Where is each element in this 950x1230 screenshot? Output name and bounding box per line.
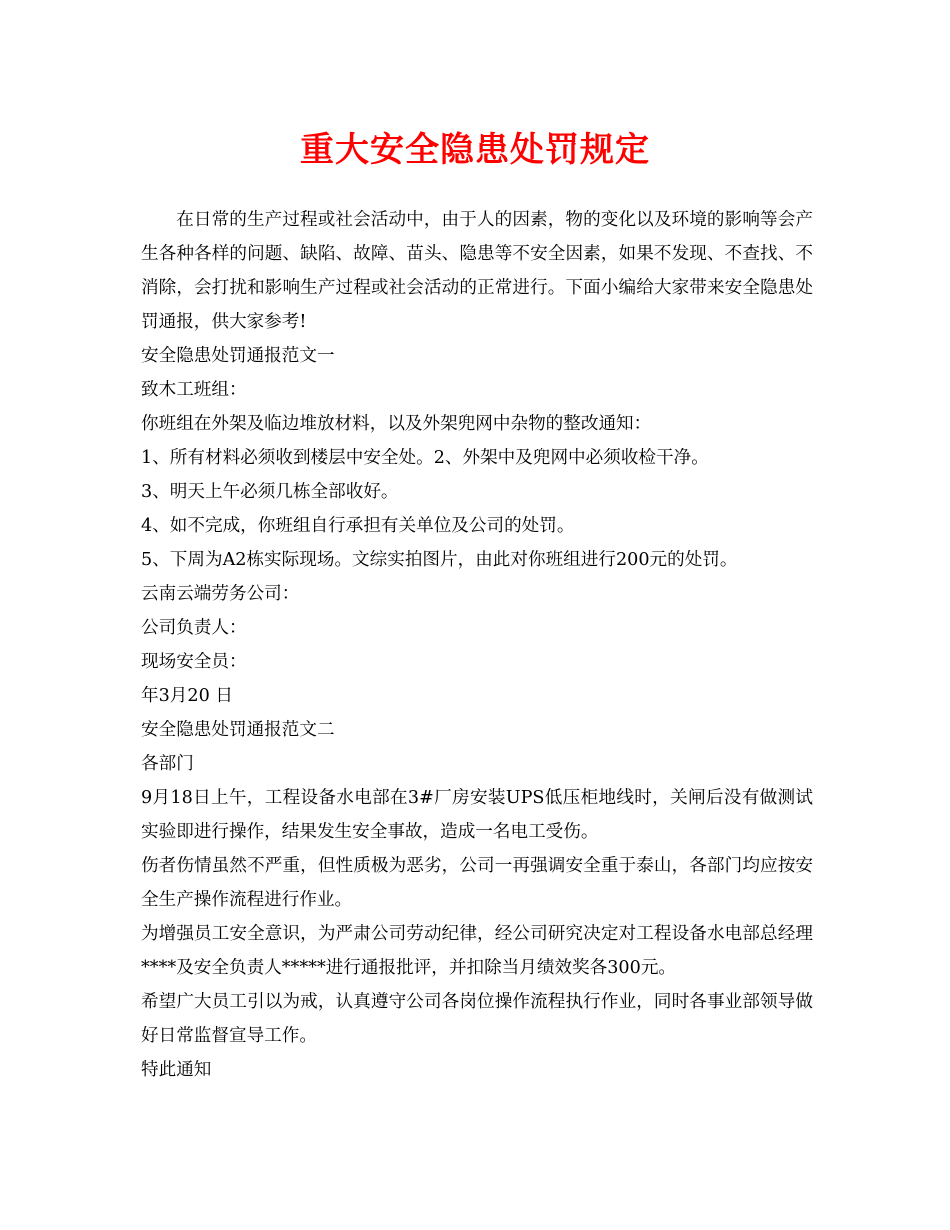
paragraph: 年3月20 日 [141,686,233,706]
paragraph: 9月18日上午，工程设备水电部在3#厂房安装UPS低压柜地线时，关闸后没有做测试实验即进行操作，结果发生安全事故，造成一名电工受伤。 [141,788,813,842]
paragraph: 你班组在外架及临边堆放材料，以及外架兜网中杂物的整改通知： [141,414,652,434]
paragraph: 各部门 [141,754,194,774]
paragraph: 3、明天上午必须几栋全部收好。 [141,482,399,502]
paragraph: 云南云端劳务公司： [141,584,300,604]
paragraph: 特此通知 [141,1060,212,1080]
paragraph: 公司负责人： [141,618,247,638]
paragraph: 4、如不完成，你班组自行承担有关单位及公司的处罚。 [141,516,575,536]
paragraph: 在日常的生产过程或社会活动中，由于人的因素，物的变化以及环境的影响等会产生各种各样的问题、缺陷、故障、苗头、隐患等不安全因素，如果不发现、不查找、不消除，会打扰和影响生产过程或社会活动的正常进行。下面小编给大家带来安全隐患处罚通报，供大家参考! [141,210,813,332]
paragraph: 为增强员工安全意识，为严肃公司劳动纪律，经公司研究决定对工程设备水电部总经理****及安全负责人*****进行通报批评，并扣除当月绩效奖各300元。 [141,924,813,978]
paragraph: 1、所有材料必须收到楼层中安全处。2、外架中及兜网中必须收检干净。 [141,448,709,468]
paragraph: 安全隐患处罚通报范文二 [141,720,335,740]
paragraph: 致木工班组： [141,380,247,400]
paragraph: 安全隐患处罚通报范文一 [141,346,335,366]
document-body [141,203,813,1087]
paragraph: 伤者伤情虽然不严重，但性质极为恶劣，公司一再强调安全重于泰山，各部门均应按安全生产操作流程进行作业。 [141,856,813,910]
paragraph: 希望广大员工引以为戒，认真遵守公司各岗位操作流程执行作业，同时各事业部领导做好日常监督宣导工作。 [141,992,813,1046]
paragraph: 5、下周为A2栋实际现场。文综实拍图片，由此对你班组进行200元的处罚。 [141,550,738,570]
paragraph: 现场安全员： [141,652,247,672]
document-title: 重大安全隐患处罚规定 [300,130,650,170]
